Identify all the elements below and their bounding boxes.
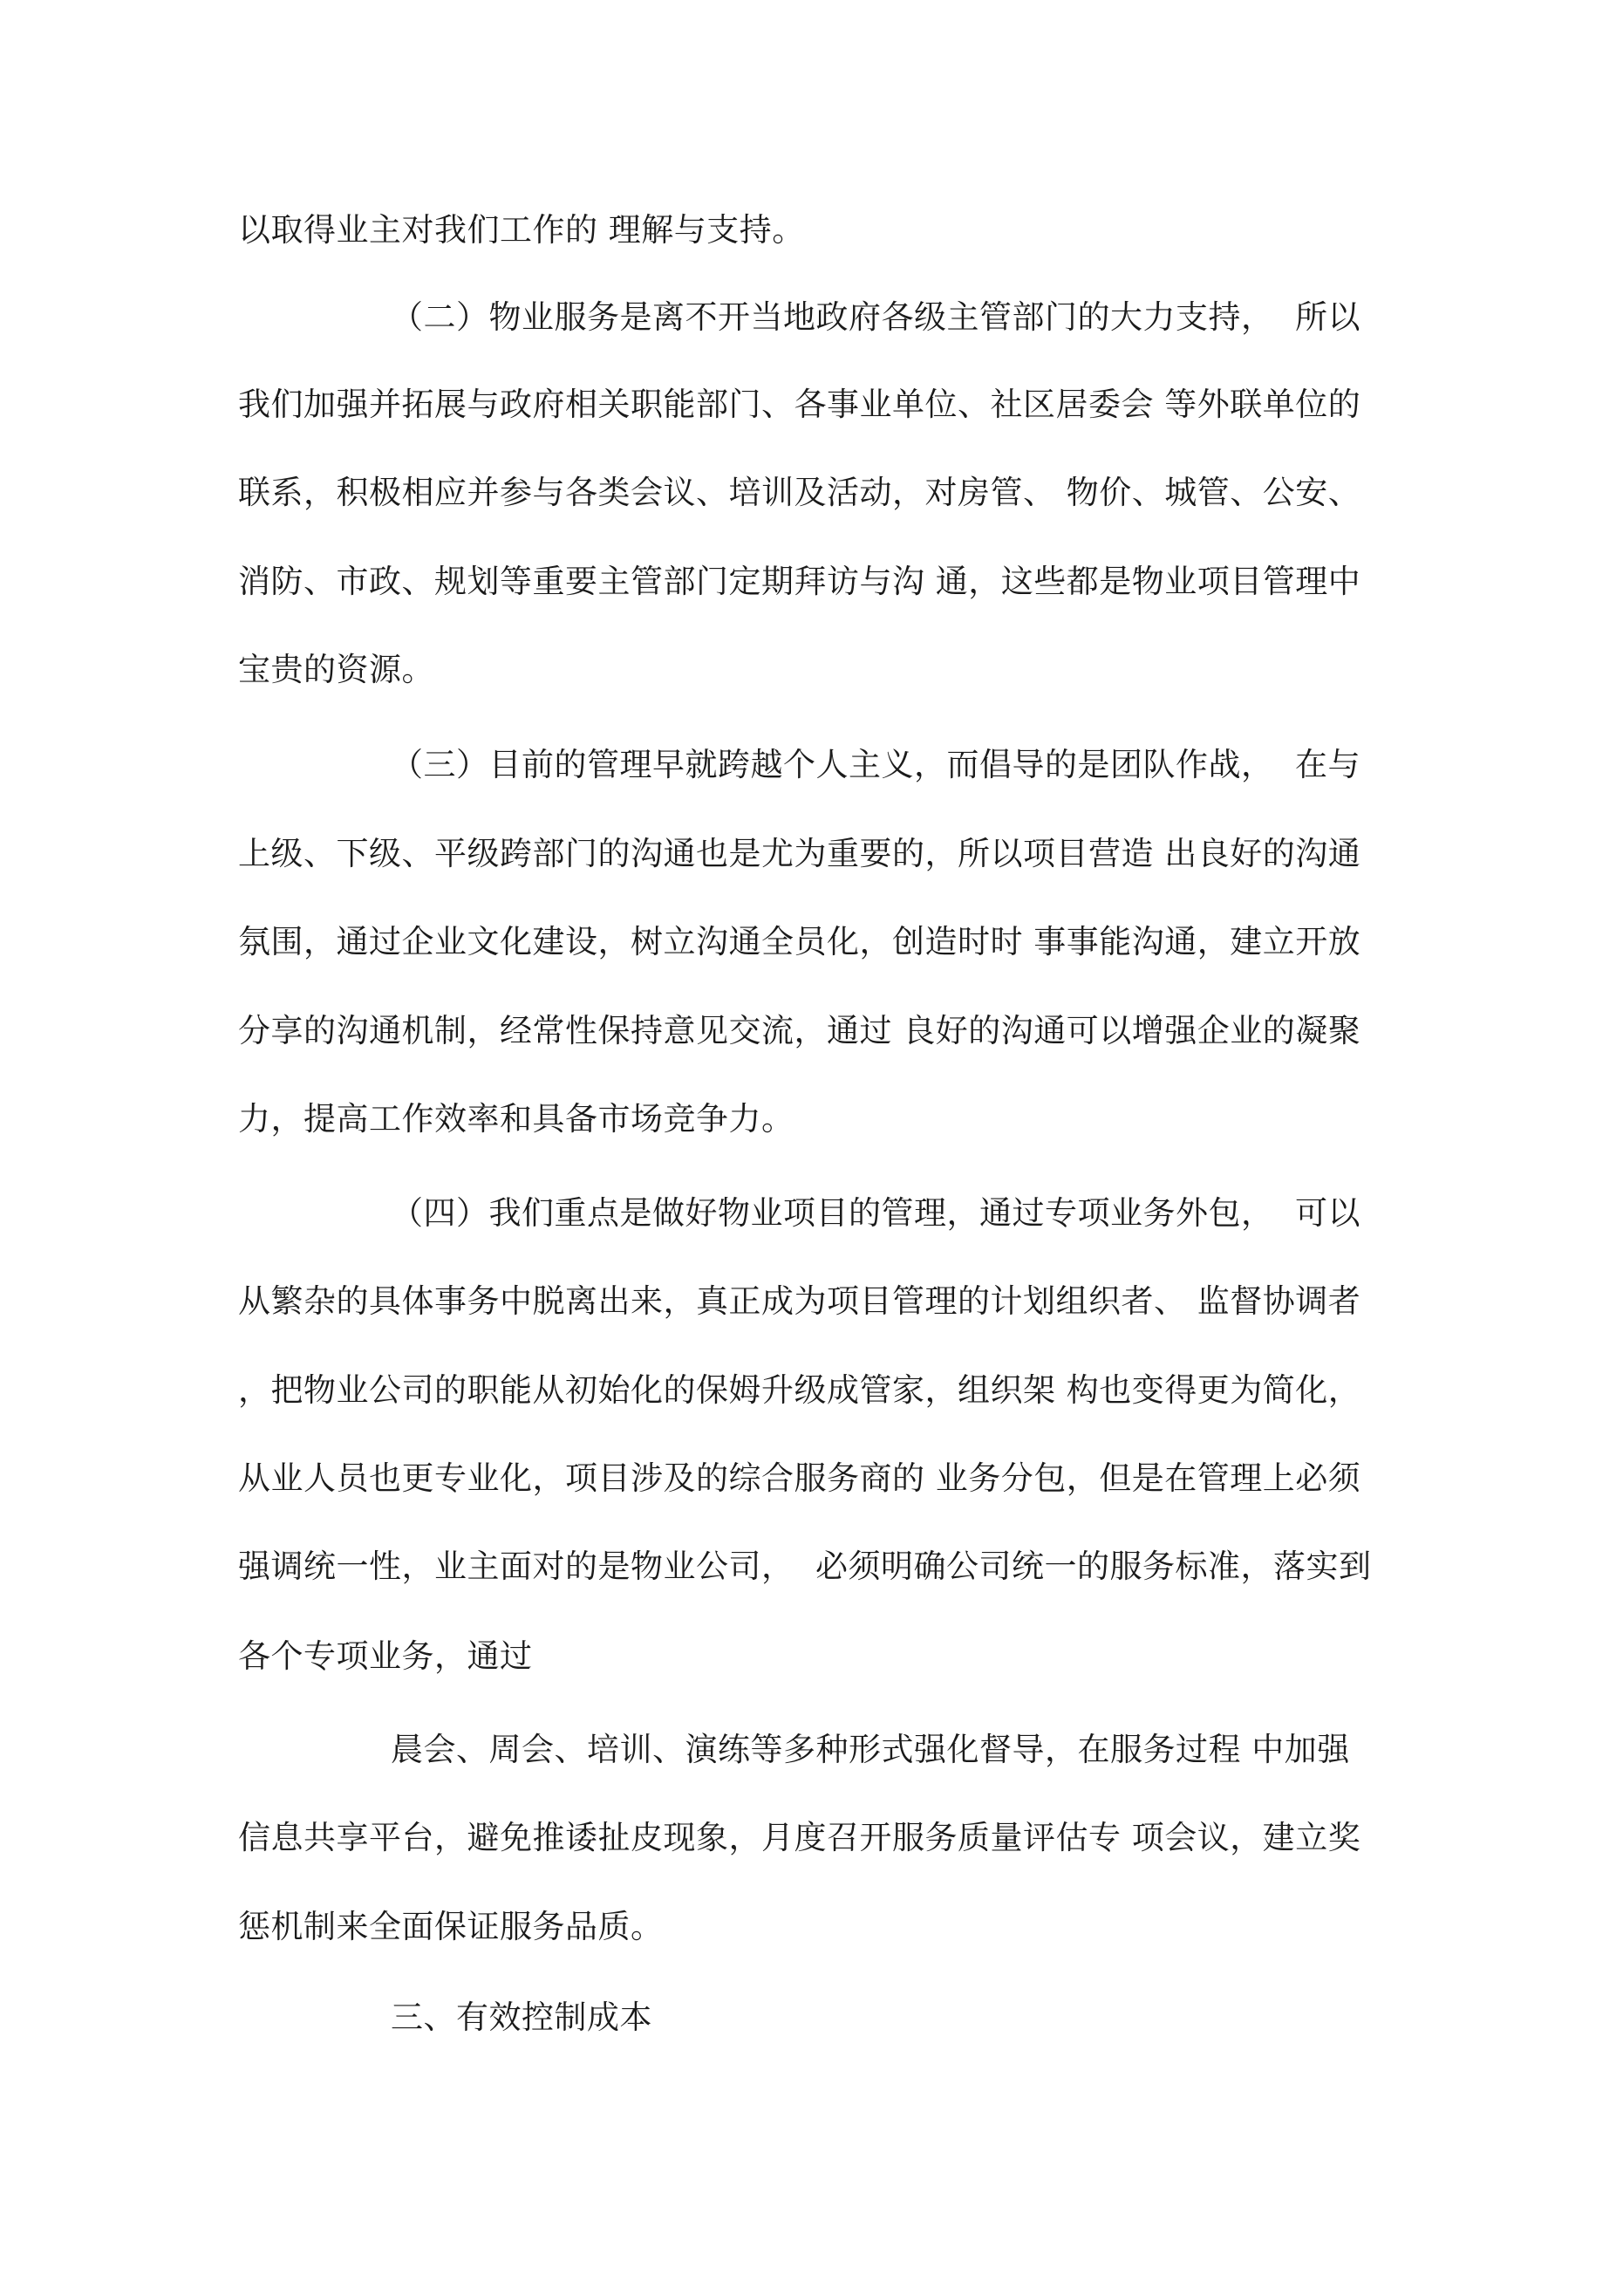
paragraph-2-line-2: 我们加强并拓展与政府相关职能部门、各事业单位、社区居委会 等外联单位的	[238, 386, 1361, 423]
paragraph-2-line-3: 联系，积极相应并参与各类会议、培训及活动，对房管、 物价、城管、公安、	[238, 474, 1361, 511]
paragraph-3-line-3: 氛围，通过企业文化建设，树立沟通全员化，创造时时 事事能沟通，建立开放	[238, 923, 1361, 960]
paragraph-4-line-3: ，把物业公司的职能从初始化的保姆升级成管家，组织架 构也变得更为简化，	[238, 1371, 1361, 1409]
paragraph-3-line-1: （三）目前的管理早就跨越个人主义，而倡导的是团队作战， 在与	[391, 746, 1361, 783]
paragraph-5-line-2: 信息共享平台，避免推诿扯皮现象，月度召开服务质量评估专 项会议，建立奖	[238, 1819, 1361, 1856]
paragraph-4-line-1: （四）我们重点是做好物业项目的管理，通过专项业务外包， 可以	[391, 1194, 1361, 1232]
paragraph-2-line-1: （二）物业服务是离不开当地政府各级主管部门的大力支持， 所以	[391, 298, 1361, 336]
paragraph-3-line-2: 上级、下级、平级跨部门的沟通也是尤为重要的，所以项目营造 出良好的沟通	[238, 835, 1361, 872]
paragraph-4-line-5: 强调统一性，业主面对的是物业公司， 必须明确公司统一的服务标准，落实到	[238, 1548, 1372, 1585]
paragraph-5-line-3: 惩机制来全面保证服务品质。	[238, 1908, 664, 1945]
paragraph-5-line-1: 晨会、周会、培训、演练等多种形式强化督导，在服务过程 中加强	[391, 1731, 1350, 1768]
paragraph-3-line-5: 力，提高工作效率和具备市场竞争力。	[238, 1100, 794, 1138]
paragraph-4-line-6: 各个专项业务，通过	[238, 1637, 533, 1675]
paragraph-4-line-2: 从繁杂的具体事务中脱离出来，真正成为项目管理的计划组织者、 监督协调者	[238, 1282, 1361, 1320]
paragraph-2-line-5: 宝贵的资源。	[238, 651, 434, 688]
section-heading: 三、有效控制成本	[391, 1999, 652, 2036]
paragraph-4-line-4: 从业人员也更专业化，项目涉及的综合服务商的 业务分包，但是在管理上必须	[238, 1459, 1361, 1497]
paragraph-1-line-1: 以取得业主对我们工作的 理解与支持。	[238, 211, 805, 249]
paragraph-2-line-4: 消防、市政、规划等重要主管部门定期拜访与沟 通，这些都是物业项目管理中	[238, 563, 1361, 600]
paragraph-3-line-4: 分享的沟通机制，经常性保持意见交流，通过 良好的沟通可以增强企业的凝聚	[238, 1012, 1361, 1049]
